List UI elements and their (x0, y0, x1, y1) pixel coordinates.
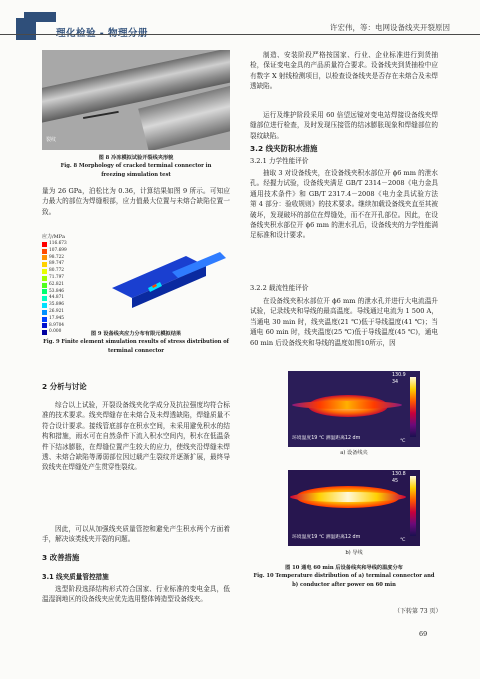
legend-value: 0.000 (49, 329, 62, 335)
legend-value: 53.846 (49, 288, 65, 294)
legend-row (42, 255, 78, 262)
fig10a-env: 环境温度19 ℃ 测温距离12 dm (292, 436, 361, 441)
section-2-title: 2 分析与讨论 (42, 382, 87, 391)
section-3-1-paragraph: 选型阶段选择结构形式符合国家、行业标准的变电金具，低温湿润地区的设备线夹应优先选用整体铸造型设备线夹。 (42, 585, 230, 604)
legend-swatch (42, 283, 47, 288)
legend-row (42, 261, 78, 268)
legend-row (42, 268, 78, 275)
legend-row (42, 241, 78, 248)
legend-value: 44.871 (49, 295, 65, 301)
figure-8-caption-en-2: freezing simulation test (101, 171, 171, 178)
continued-note: （下转第 73 页） (394, 608, 442, 615)
conductor-heat (292, 401, 402, 409)
legend-row (42, 309, 78, 316)
right-paragraph-1: 制造、安装阶段严格按国家、行业、企业标准进行到货抽检，保证变电金具的产品质量符合要求。设备线夹到货抽检中应有数字 X 射线检测项目，以检查设备线夹是否存在未熔合及未焊透缺陷。 (250, 51, 438, 91)
figure-10-caption (250, 564, 438, 589)
legend-swatch (42, 296, 47, 301)
legend-swatch (42, 276, 47, 281)
figure-9-caption-en-1: Fig. 9 Finite element simulation results of stress distribution of (43, 339, 229, 346)
legend-value: 107.699 (49, 247, 67, 253)
page-header (0, 0, 480, 50)
legend-value: 26.921 (49, 308, 65, 314)
legend-swatch (42, 249, 47, 254)
figure-10-caption-cn: 图 10 通电 60 min 后设备线夹和导线的温度分布 (285, 565, 403, 571)
header-rule (0, 34, 480, 35)
legend-row (42, 275, 78, 282)
section-3-title: 3 改善措施 (42, 553, 80, 562)
legend-swatch (42, 303, 47, 308)
legend-row (42, 282, 78, 289)
legend-value: 8.9704 (49, 322, 65, 328)
section-3-2-1-title: 3.2.1 力学性能评价 (250, 157, 309, 165)
section-3-2-2-paragraph: 在设备线夹积水部位开 ϕ6 mm 的泄水孔并进行大电流温升试验，记录线夹和导线的最高温度。导线通过电流为 1 500 A，当通电 30 min 时，线夹温度(21 ℃)低于导线温度(41 ℃)；当通电 60 min 时，线夹温度(25 ℃)低于导线温度(45 ℃)，通电 60 min 后设备线夹和导线的温度如图10所示，因 (250, 297, 438, 347)
fig10b-max: 130.8 (392, 472, 406, 477)
legend-swatch (42, 289, 47, 294)
legend-value: 98.722 (49, 254, 65, 260)
fig10b-env: 环境温度19 ℃ 测温距离12 dm (292, 535, 361, 540)
legend-swatch (42, 317, 47, 322)
figure-10-caption-en-2: b) conductor after power on 60 min (292, 581, 396, 588)
legend-value: 35.896 (49, 302, 65, 308)
legend-rows (42, 241, 78, 336)
figure-8-photo (42, 50, 230, 150)
figure-8-caption-cn: 图 8 冷冻模拟试验开裂线夹形貌 (98, 155, 174, 161)
figure-10b-thermal (288, 470, 420, 546)
fig10a-unit: ℃ (400, 439, 406, 444)
legend-swatch (42, 310, 47, 315)
left-paragraph-1: 量为 26 GPa，泊松比为 0.36，计算结果如图 9 所示。可知应力最大的部位为焊缝根部，应力值最大位置与未熔合缺陷位置一致。 (42, 187, 230, 216)
legend-row (42, 323, 78, 330)
section-2-paragraph-1: 综合以上试验，开裂设备线夹化学成分及抗拉强度均符合标准的技术要求。线夹焊缝存在未熔合及未焊透缺陷，焊缝质量不符合设计要求。接线管底部存在积水空间，未采用避免积水的结构和措施，雨水可在自然条件下流入积水空间内，积水在低温条件下结冰膨胀，在焊缝位置产生较大的应力，使线夹沿焊缝未焊透、未熔合缺陷等薄弱部位因过载产生裂纹并逐渐扩展，最终导致线夹在焊缝处产生贯穿性裂纹。 (42, 401, 230, 472)
section-3-1-title: 3.1 线夹质量管控措施 (42, 573, 109, 581)
figure-8-overlay-label: 裂纹 (46, 137, 57, 143)
fig10a-max2: 34 (392, 380, 399, 385)
temperature-scale (410, 377, 416, 437)
figure-10b-caption: b) 导线 (345, 550, 363, 556)
legend-swatch (42, 323, 47, 328)
journal-name (56, 25, 148, 39)
page-number: 69 (419, 630, 428, 638)
figure-8-caption-en-1: Fig. 8 Morphology of cracked terminal connector in (60, 163, 212, 170)
section-3-2-title: 3.2 线夹防积水措施 (250, 144, 318, 153)
legend-value: 62.821 (49, 281, 65, 287)
figure-8-caption (42, 154, 230, 179)
stress-legend (42, 234, 78, 335)
figure-10-caption-en-1: Fig. 10 Temperature distribution of a) terminal connector and (253, 573, 435, 580)
section-3-2-2-title: 3.2.2 载流性能评价 (250, 284, 309, 292)
figure-9-caption-en-2: terminal connector (107, 347, 164, 354)
figure-10a-thermal (288, 371, 420, 447)
legend-value: 80.772 (49, 268, 65, 274)
legend-row (42, 295, 78, 302)
legend-row (42, 248, 78, 255)
legend-swatch (42, 269, 47, 274)
legend-row (42, 289, 78, 296)
journal-logo-mark-icon (16, 18, 36, 40)
conductor-line (290, 492, 406, 502)
figure-9-caption-cn: 图 9 设备线夹应力分布有限元模拟结果 (90, 331, 182, 337)
legend-title: 应力/MPa (42, 234, 65, 240)
running-head: 许宏伟，等：电网设备线夹开裂原因 (330, 23, 450, 32)
fig10b-unit: ℃ (400, 538, 406, 543)
section-2-paragraph-2: 因此，可以从加强线夹质量管控和避免产生积水两个方面着手，解决该类线夹开裂的问题。 (42, 525, 230, 544)
right-paragraph-2: 运行及维护阶段采用 60 倍望远镜对变电站焊接设备线夹焊缝部位进行检查，及时发现压接管的结冰膨胀现象和焊缝部位的裂纹缺陷。 (250, 111, 438, 140)
legend-row (42, 302, 78, 309)
fig10a-max: 130.9 (392, 373, 406, 378)
legend-value: 71.797 (49, 274, 65, 280)
legend-value: 116.673 (49, 241, 67, 246)
figure-10a-caption: a) 设备线夹 (340, 450, 368, 456)
legend-row (42, 316, 78, 323)
temperature-scale-b (410, 476, 416, 536)
fig10b-max2: 45 (392, 479, 399, 484)
legend-swatch (42, 262, 47, 267)
legend-value: 89.747 (49, 261, 65, 267)
section-3-2-1-paragraph: 抽取 3 对设备线夹，在设备线夹积水部位开 ϕ6 mm 的泄水孔。经握力试验，设备线夹满足 GB/T 2314－2008《电力金具通用技术条件》和 GB/T 2317.4－2008《电力金具试验方法 第 4 部分：验收规则》的技术要求。继续加载设备线夹直至其被破坏，发现破坏的部位在焊缝处，而不在开孔部位。因此，在设备线夹积水部位开 ϕ6 mm 的泄水孔后，设备线夹的力学性能满足标准和设计要求。 (250, 169, 438, 240)
fe-model (108, 242, 228, 314)
legend-value: 17.945 (49, 315, 65, 321)
figure-9-caption (42, 330, 230, 355)
legend-swatch (42, 242, 47, 247)
legend-swatch (42, 255, 47, 260)
